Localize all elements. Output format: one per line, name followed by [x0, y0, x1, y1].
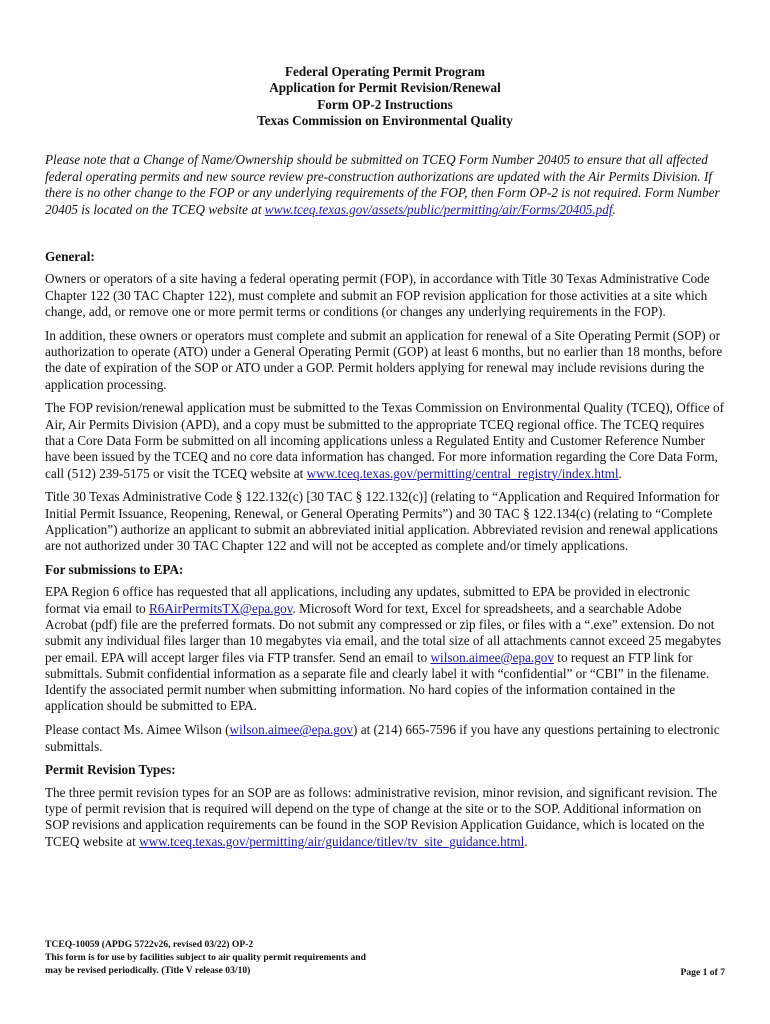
general-paragraph-1: Owners or operators of a site having a federal operating permit (FOP), in accordance with Title 30 Texas Administrative Code Chapter 122 (30 TAC Chapter 122), must complete and submit an FOP revision application for those activities at a site which change, add, or remove one or more permit terms or conditions (or changes any underlying requirements in the FOP). — [45, 271, 710, 319]
document-title-block — [0, 64, 770, 130]
page-number: Page 1 of 7 — [680, 967, 725, 978]
revision-paragraph-1-text: The three permit revision types for an SOP are as follows: administrative revision, minor revision, and significant revision. The type of permit revision that is required will depend on the type of change at the site or to the SOP. Additional information on SOP revisions and application requirements can be found in the SOP Revision Application Guidance, which is located on the TCEQ website at — [45, 784, 718, 849]
footer-usage-note: This form is for use by facilities subject to air quality permit requirements and — [45, 952, 366, 964]
epa-paragraph-1-c: to request an FTP link for submittals. Submit confidential information as a separate file and clearly label it with “confidential” or “CBI” in the filename. Identify the associated permit number when submitting information. No hard copies of the information contained in the application should be submitted to EPA. — [45, 649, 710, 714]
title-agency: Texas Commission on Environmental Quality — [257, 113, 513, 129]
revision-paragraph-1 — [45, 785, 725, 850]
title-application: Application for Permit Revision/Renewal — [269, 80, 501, 96]
epa-paragraph-2-b: ) at (214) 665-7596 if you have any questions pertaining to electronic submittals. — [45, 722, 720, 754]
intro-note — [45, 152, 725, 218]
wilson-email-link[interactable]: wilson.aimee@epa.gov — [430, 649, 554, 665]
footer-revision-note: may be revised periodically. (Title V release 03/10) — [45, 965, 251, 977]
revision-heading: Permit Revision Types: — [45, 762, 176, 778]
form-20405-link[interactable]: www.tceq.texas.gov/assets/public/permitting/air/Forms/20405.pdf — [264, 201, 613, 217]
wilson-contact-email-link[interactable]: wilson.aimee@epa.gov — [229, 722, 354, 738]
epa-paragraph-1 — [45, 584, 725, 714]
intro-after: . — [612, 201, 616, 217]
intro-text: Please note that a Change of Name/Ownership should be submitted on TCEQ Form Number 20405 to ensure that all affected federal operating permits and new source review pre-construction authorizations are updated with the Air Permits Division. If there is no other change to the FOP or any underlying requirements of the FOP, then Form OP-2 is not required. Form Number 20405 is located on the TCEQ website at — [45, 152, 720, 217]
general-paragraph-3 — [45, 400, 725, 481]
title-form: Form OP-2 Instructions — [317, 96, 453, 112]
epa-paragraph-2 — [45, 722, 725, 755]
general-paragraph-2: In addition, these owners or operators must complete and submit an application for renewal of a Site Operating Permit (SOP) or authorization to operate (ATO) under a General Operating Permit (GOP) at least 6 months, but no earlier than 18 months, before the date of expiration of the SOP or ATO under a GOP. Permit holders applying for renewal may include revisions during the application processing. — [45, 327, 723, 392]
epa-paragraph-1-a: EPA Region 6 office has requested that all applications, including any updates, submitted to EPA be provided in electronic format via email to — [45, 584, 690, 616]
central-registry-link[interactable]: www.tceq.texas.gov/permitting/central_registry/index.html — [306, 465, 619, 481]
epa-paragraph-1-b: . Microsoft Word for text, Excel for spreadsheets, and a searchable Adobe Acrobat (pdf) file are the preferred formats. Do not submit any compressed or zip files, or files with a “.exe” extension. Do not submit any individual files larger than 10 megabytes via email, and the total size of all attachments cannot exceed 25 megabytes per email. EPA will accept larger files via FTP transfer. Send an email to — [45, 600, 722, 665]
footer-form-info — [45, 938, 465, 978]
sop-guidance-link[interactable]: www.tceq.texas.gov/permitting/air/guidance/titlev/tv_site_guidance.html — [139, 833, 525, 849]
footer-form-id: TCEQ-10059 (APDG 5722v26, revised 03/22) OP-2 — [45, 939, 254, 950]
general-paragraph-4: Title 30 Texas Administrative Code § 122.132(c) [30 TAC § 122.132(c)] (relating to “Application and Required Information for Initial Permit Issuance, Reopening, Renewal, or General Operating Permits”) and 30 TAC § 122.134(c) (relating to “Complete Application”) authorize an applicant to submit an abbreviated initial application. Abbreviated revision and renewal applications are not authorized under 30 TAC Chapter 122 and will not be accepted as complete and/or timely applications. — [45, 489, 720, 554]
general-paragraph-3-text: The FOP revision/renewal application must be submitted to the Texas Commission on Environmental Quality (TCEQ), Office of Air, Air Permits Division (APD), and a copy must be submitted to the appropriate TCEQ regional office. The TCEQ requires that a Core Data Form be submitted on all incoming applications unless a Regulated Entity and Customer Reference Number have been issued by the TCEQ and no core data information has changed. For more information regarding the Core Data Form, call (512) 239-5175 or visit the TCEQ website at — [45, 400, 724, 481]
epa-heading: For submissions to EPA: — [45, 562, 184, 578]
epa-paragraph-2-a: Please contact Ms. Aimee Wilson ( — [45, 722, 230, 738]
revision-paragraph-1-after: . — [524, 833, 528, 849]
r6-air-permits-email-link[interactable]: R6AirPermitsTX@epa.gov — [149, 600, 293, 616]
title-program: Federal Operating Permit Program — [284, 64, 486, 79]
document-body — [45, 249, 725, 857]
general-paragraph-3-after: . — [618, 465, 622, 481]
general-heading: General: — [45, 249, 95, 264]
